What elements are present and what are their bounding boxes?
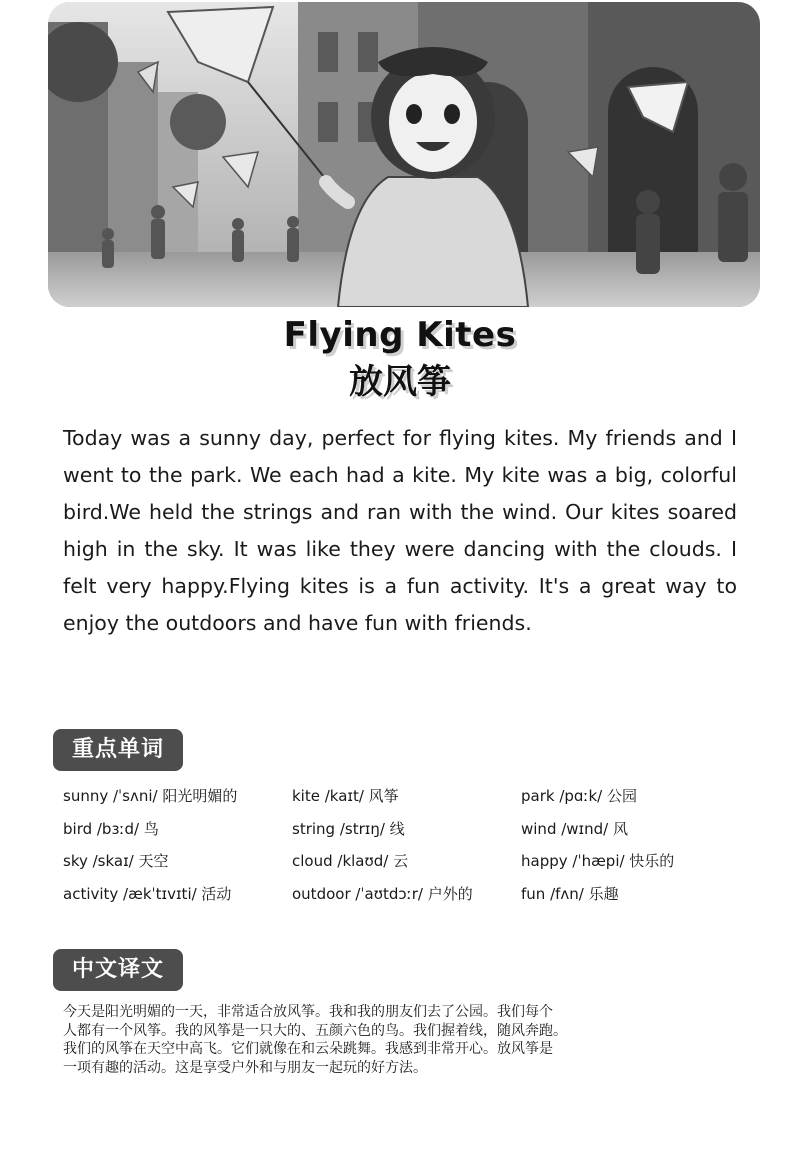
vocab-item: sky /skaɪ/ 天空 xyxy=(63,852,169,870)
title-english: Flying Kites xyxy=(283,315,517,355)
vocab-item: outdoor /ˈaʊtdɔːr/ 户外的 xyxy=(292,884,473,903)
vocab-item: sunny /ˈsʌni/ 阳光明媚的 xyxy=(63,787,238,805)
vocab-item: activity /ækˈtɪvɪti/ 活动 xyxy=(63,884,232,903)
vocab-section-label: 重点单词 xyxy=(53,729,183,771)
vocab-item: cloud /klaʊd/ 云 xyxy=(292,852,409,870)
vocab-item: happy /ˈhæpi/ 快乐的 xyxy=(521,852,675,870)
translation-section-label: 中文译文 xyxy=(53,949,183,991)
translation-line: 一项有趣的活动。这是享受户外和与朋友一起玩的好方法。 xyxy=(63,1059,427,1076)
vocab-grid xyxy=(63,780,743,910)
translation-text xyxy=(63,1003,663,1077)
translation-line: 人都有一个风筝。我的风筝是一只大的、五颜六色的鸟。我们握着线，随风奔跑。 xyxy=(63,1022,567,1039)
vocab-item: fun /fʌn/ 乐趣 xyxy=(521,884,619,903)
vocab-item: bird /bɜːd/ 鸟 xyxy=(63,819,159,838)
hero-illustration xyxy=(48,2,760,307)
kite-scene-image xyxy=(48,2,760,307)
vocab-item: kite /kaɪt/ 风筝 xyxy=(292,787,399,805)
story-paragraph: Today was a sunny day, perfect for flying kites. My friends and I went to the park. We each had a kite. My kite was a big, colorful bird.We held the strings and ran with the wind. Our kites soared high in the sky. It was like they were dancing with the clouds. I felt very happy.Flying kites is a fun activity. It's a great way to enjoy the outdoors and have fun with friends. xyxy=(63,426,737,635)
translation-line: 我们的风筝在天空中高飞。它们就像在和云朵跳舞。我感到非常开心。放风筝是 xyxy=(63,1041,553,1057)
vocab-item: wind /wɪnd/ 风 xyxy=(521,819,628,838)
title-chinese: 放风筝 xyxy=(349,362,451,402)
translation-line: 今天是阳光明媚的一天，非常适合放风筝。我和我的朋友们去了公园。我们每个 xyxy=(63,1004,553,1020)
vocab-item: park /pɑːk/ 公园 xyxy=(521,787,637,805)
vocab-item: string /strɪŋ/ 线 xyxy=(292,819,405,838)
